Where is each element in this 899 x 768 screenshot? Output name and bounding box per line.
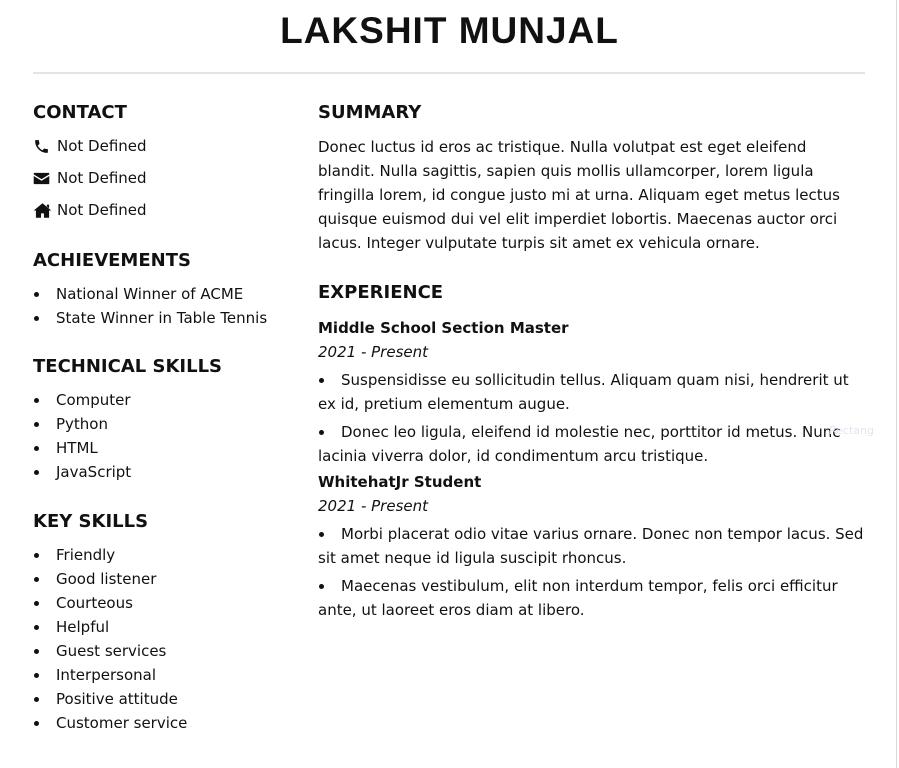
- achievements-section: [33, 249, 293, 330]
- job-point: Maecenas vestibulum, elit non interdum tempor, felis orci efficitur ante, ut laoreet eros diam at libero.: [318, 574, 866, 622]
- contact-section: [33, 101, 293, 231]
- page-edge-divider: [896, 0, 897, 768]
- list-item: Good listener: [33, 567, 293, 591]
- contact-phone: [33, 135, 293, 167]
- list-item: Positive attitude: [33, 687, 293, 711]
- summary-section: [318, 101, 866, 255]
- contact-address: [33, 199, 293, 231]
- contact-address-text: Not Defined: [57, 201, 147, 219]
- experience-section: [318, 281, 866, 622]
- experience-heading: EXPERIENCE: [318, 282, 444, 303]
- resume-name: LAKSHIT MUNJAL: [280, 10, 619, 51]
- contact-list: [33, 135, 293, 231]
- contact-email: [33, 167, 293, 199]
- contact-phone-text: Not Defined: [57, 137, 147, 155]
- contact-email-text: Not Defined: [57, 169, 147, 187]
- job-date: 2021 - Present: [318, 343, 428, 361]
- header-divider: [33, 72, 865, 74]
- list-item: HTML: [33, 436, 293, 460]
- list-item: Interpersonal: [33, 663, 293, 687]
- contact-heading: CONTACT: [33, 102, 127, 123]
- job-title: Middle School Section Master: [318, 319, 569, 337]
- achievements-heading: ACHIEVEMENTS: [33, 250, 191, 271]
- list-item: JavaScript: [33, 460, 293, 484]
- job-point: Suspensidisse eu sollicitudin tellus. Aliquam quam nisi, hendrerit ut ex id, pretium elementum augue.: [318, 368, 866, 416]
- summary-text: Donec luctus id eros ac tristique. Nulla volutpat est eget eleifend blandit. Nulla sagittis, sapien quis mollis ullamcorper, lorem ligula fringilla lorem, id congue justo mi at urna. Aliquam eget metus lectus quisque euismod dui vel elit imperdiet lobortis. Maecenas auctor orci lacus. Integer vulputate turpis sit amet ex vehicula ornare.: [318, 138, 840, 252]
- list-item: Helpful: [33, 615, 293, 639]
- right-column: [318, 101, 866, 626]
- list-item: Courteous: [33, 591, 293, 615]
- job-point: Donec leo ligula, eleifend id molestie nec, porttitor id metus. Nunc lacinia viverra dolor, id condimentum arcu tristique.: [318, 420, 866, 468]
- list-item: Guest services: [33, 639, 293, 663]
- left-column: [33, 101, 293, 735]
- key-skills-heading: KEY SKILLS: [33, 511, 149, 532]
- envelope-icon: [33, 167, 55, 189]
- list-item: Python: [33, 412, 293, 436]
- technical-skills-heading: TECHNICAL SKILLS: [33, 356, 222, 377]
- home-icon: [33, 199, 55, 221]
- job-title: WhitehatJr Student: [318, 473, 482, 491]
- list-item: National Winner of ACME: [33, 282, 293, 306]
- ghost-rectangle-label: Rectang: [829, 424, 874, 437]
- technical-skills-section: [33, 355, 293, 484]
- technical-skills-list: [33, 388, 293, 484]
- job-points: [318, 368, 866, 468]
- job-entry: [318, 316, 866, 468]
- phone-icon: [33, 135, 55, 157]
- list-item: State Winner in Table Tennis: [33, 306, 293, 330]
- list-item: Customer service: [33, 711, 293, 735]
- job-entry: [318, 470, 866, 622]
- list-item: Computer: [33, 388, 293, 412]
- job-points: [318, 522, 866, 622]
- key-skills-list: [33, 543, 293, 735]
- key-skills-section: [33, 510, 293, 735]
- job-point: Morbi placerat odio vitae varius ornare. Donec non tempor lacus. Sed sit amet neque id ligula suscipit rhoncus.: [318, 522, 866, 570]
- achievements-list: [33, 282, 293, 330]
- list-item: Friendly: [33, 543, 293, 567]
- summary-heading: SUMMARY: [318, 102, 422, 123]
- job-date: 2021 - Present: [318, 497, 428, 515]
